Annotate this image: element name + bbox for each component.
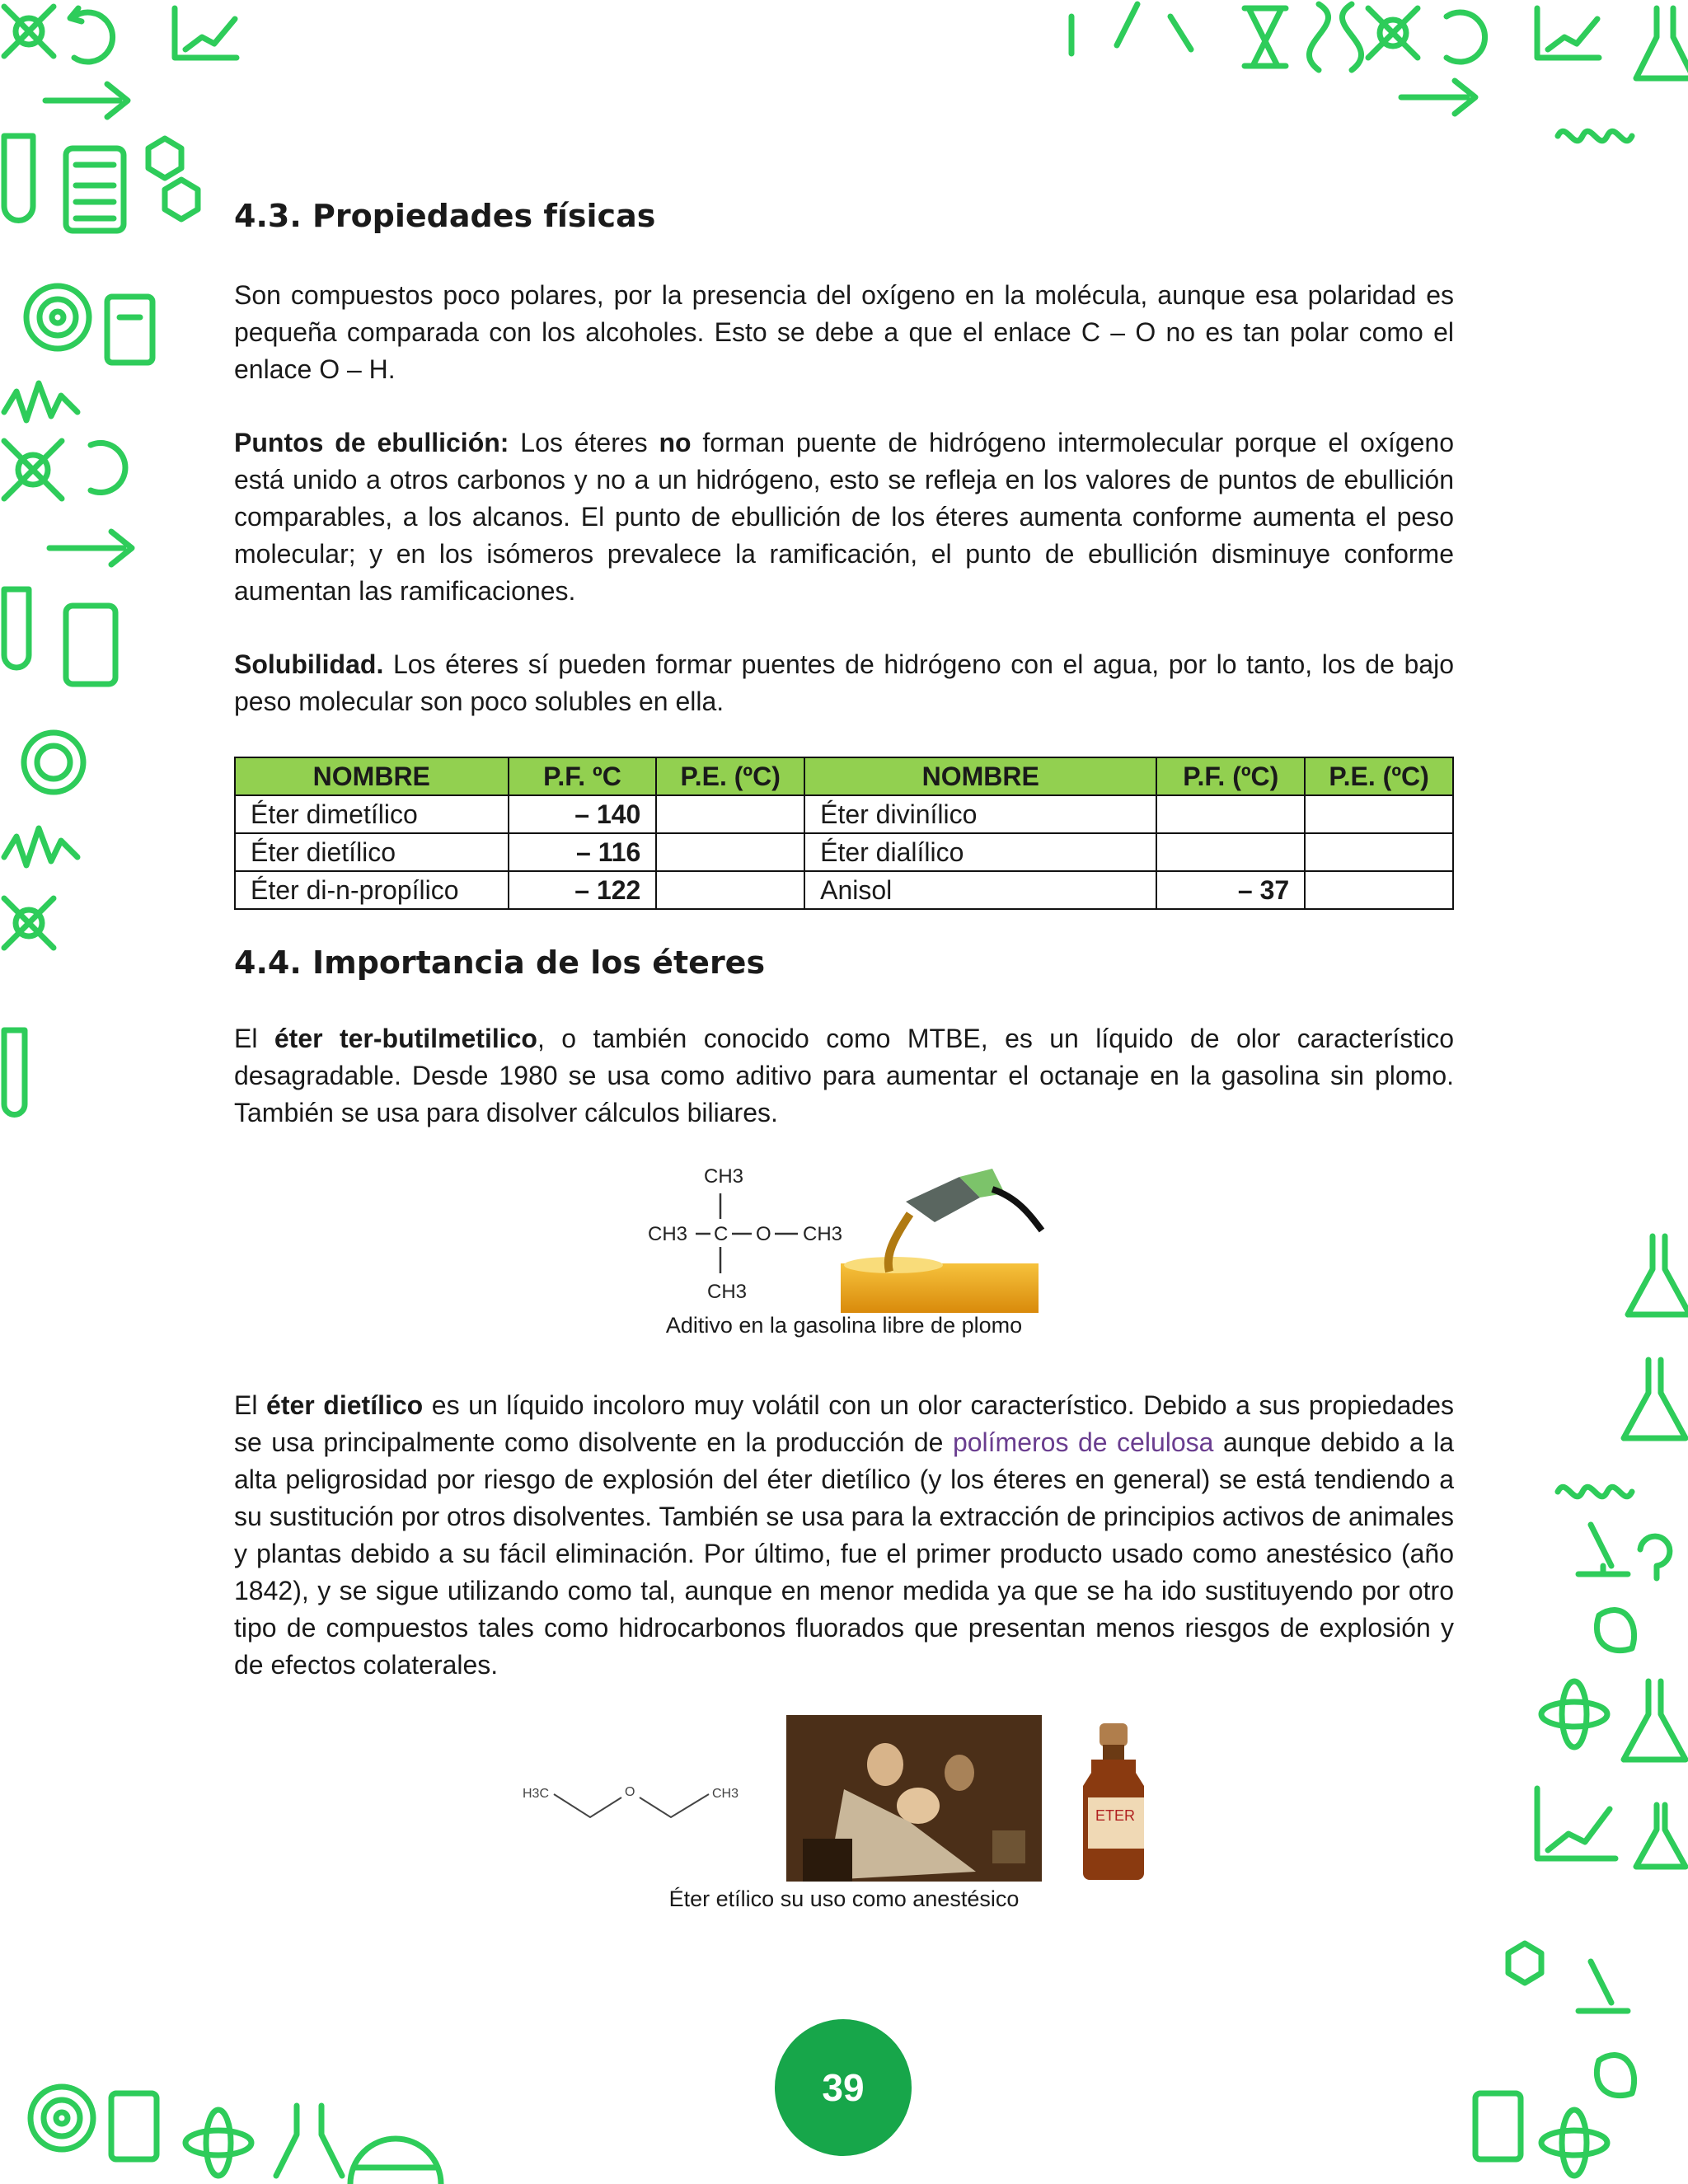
arrow-doodle-icon-3 [1401, 81, 1475, 114]
atom-doodle-icon [4, 7, 54, 56]
page-number-badge [775, 2019, 912, 2156]
ch3-top-label: CH3 [704, 1165, 744, 1188]
table-cell [1305, 871, 1453, 909]
test-tube-doodle-icon-3 [4, 1030, 25, 1114]
chart-doodle-icon-2 [1537, 8, 1599, 58]
figure2-caption: Éter etílico su uso como anestésico [668, 1886, 1020, 1911]
flask-doodle-icon-5 [1636, 1805, 1686, 1867]
calculator-doodle-icon-2 [66, 606, 115, 684]
question-doodle-icon [1640, 1536, 1670, 1578]
table-cell: Anisol [804, 871, 1156, 909]
mtbe-structure-diagram [234, 1165, 1454, 1313]
table-cell [656, 795, 804, 833]
atom-doodle-icon-2 [4, 441, 62, 499]
boiling-points-label: Puntos de ebullición: [234, 428, 509, 457]
header-name-1: NOMBRE [235, 757, 509, 795]
table-cell: Éter dietílico [235, 833, 509, 871]
scribble-doodle-icon [1558, 131, 1632, 141]
flask-doodle-icon-2 [1628, 1236, 1688, 1315]
recycle-doodle-icon [70, 8, 113, 62]
ch3-bottom-label: CH3 [707, 1281, 748, 1303]
intro-paragraph: Son compuestos poco polares, por la presencia del oxígeno en la molécula, aunque esa polaridad es pequeña comparada con los alcoholes. Esto se debe a que el enlace C – O no es tan polar como el enlace O – H. [234, 280, 1454, 384]
diethyl-structure-diagram [523, 1785, 738, 1817]
header-bp-2: P.E. (ºC) [1305, 757, 1453, 795]
globe-doodle-icon [350, 2139, 441, 2184]
arrow-doodle-icon-2 [49, 532, 132, 565]
chart-doodle-icon-3 [1537, 1788, 1615, 1858]
table-cell [1156, 795, 1305, 833]
bottle-label-text: ETER [1095, 1807, 1136, 1824]
mtbe-figure [234, 1165, 1454, 1346]
arrow-doodle-icon [45, 84, 128, 117]
page-number: 39 [822, 2066, 865, 2109]
recycle-doodle-icon-2 [91, 443, 125, 493]
header-mp-2: P.F. (ºC) [1156, 757, 1305, 795]
leaf-doodle-icon-2 [1597, 2055, 1634, 2096]
hexagon-doodle-icon [148, 138, 198, 219]
target-doodle-icon [26, 286, 89, 349]
bond-lines [696, 1193, 798, 1273]
flask-doodle-icon-6 [276, 2106, 342, 2176]
ch3-left-label: CH3 [648, 1223, 688, 1245]
chart-doodle-icon [175, 8, 237, 58]
table-cell: Éter dimetílico [235, 795, 509, 833]
table-cell: – 140 [509, 795, 657, 833]
table-cell [1156, 833, 1305, 871]
anesthesia-painting-image [786, 1715, 1042, 1882]
section-title-physical-properties: 4.3. Propiedades físicas [234, 198, 656, 234]
header-name-2: NOMBRE [804, 757, 1156, 795]
wave-doodle-icon-2 [4, 828, 77, 865]
diethyl-ether-illustrations [234, 1715, 1454, 1888]
table-cell: Éter divinílico [804, 795, 1156, 833]
flask-doodle-icon-4 [1624, 1681, 1686, 1760]
atom-doodle-icon-6 [1541, 2110, 1607, 2176]
ch3-right-label: CH3 [803, 1223, 843, 1245]
header-bp-1: P.E. (ºC) [656, 757, 804, 795]
ruler-doodle-icon [1071, 4, 1191, 54]
page-content [234, 190, 1454, 1913]
cellulose-polymers-link[interactable]: polímeros de celulosa [952, 1427, 1214, 1457]
table-cell [1305, 833, 1453, 871]
target-doodle-icon-3 [30, 2087, 93, 2149]
diethyl-bold-name: éter dietílico [266, 1390, 424, 1420]
atom-doodle-icon-5 [1541, 1681, 1607, 1747]
atom-doodle-icon-7 [185, 2110, 251, 2176]
leaf-doodle-icon [1597, 1610, 1634, 1651]
mtbe-text-rest: , o también conocido como MTBE, es un líquido de olor característico desagradable. Desde 1980 se usa como aditivo para aumentar el octanaje en la gasolina sin plomo. También se usa para disolver cálculos biliares. [234, 1024, 1455, 1127]
diethyl-ether-figure [234, 1715, 1454, 1913]
hourglass-doodle-icon [1245, 8, 1286, 66]
table-cell: – 116 [509, 833, 657, 871]
mtbe-text-pre: El [234, 1024, 274, 1053]
dna-doodle-icon [1309, 4, 1361, 70]
boiling-text-pre: Los éteres [509, 428, 659, 457]
ether-oxygen-label: O [625, 1785, 635, 1799]
microscope-doodle-icon [1578, 1525, 1628, 1574]
hexagon-doodle-icon-2 [1508, 1943, 1541, 1983]
flask-doodle-icon [1636, 8, 1688, 78]
atom-doodle-icon-3 [4, 898, 54, 948]
mtbe-paragraph [234, 1020, 1454, 1132]
scribble-doodle-icon-2 [1558, 1487, 1632, 1497]
solubility-text: Los éteres sí pueden formar puentes de hidrógeno con el agua, por lo tanto, los de bajo peso molecular son poco solubles en ella. [234, 649, 1454, 716]
target-doodle-icon-2 [24, 733, 83, 792]
diethyl-text-pre: El [234, 1390, 267, 1420]
boiling-no-emphasis: no [659, 428, 692, 457]
table-cell: Éter dialílico [804, 833, 1156, 871]
mtbe-bold-name: éter ter-butilmetilico [274, 1024, 537, 1053]
diethyl-ether-paragraph [234, 1387, 1454, 1684]
table-cell: – 37 [1156, 871, 1305, 909]
diethyl-text-part2: aunque debido a la alta peligrosidad por riesgo de explosión del éter dietílico (y los éteres en general) se está tendiendo a su sustitución por otros disolventes. También se usa para la extracción de principios activos de animales y plantas debido a su fácil eliminación. Por último, fue el primer producto usado como anestésico (año 1842), y se sigue utilizando como tal, aunque en menor medida ya que se ha ido sustituyendo por otro tipo de compuestos tales como hidrocarbonos fluorados que presentan menos riesgos de explosión y de efectos colaterales. [234, 1427, 1455, 1680]
figure1-caption: Aditivo en la gasolina libre de plomo [665, 1313, 1023, 1338]
table-cell [1305, 795, 1453, 833]
table-cell [656, 833, 804, 871]
solubility-label: Solubilidad. [234, 649, 384, 679]
solubility-paragraph [234, 646, 1454, 720]
calculator-doodle-icon [66, 148, 124, 231]
flask-doodle-icon-3 [1624, 1360, 1686, 1438]
ch3-label: CH3 [712, 1787, 739, 1801]
table-row [235, 833, 1453, 871]
book-doodle-icon-3 [111, 2093, 157, 2159]
table-row [235, 871, 1453, 909]
table-cell: – 122 [509, 871, 657, 909]
ether-bottle-image [1083, 1723, 1144, 1880]
oxygen-label: O [756, 1223, 771, 1245]
h3c-label: H3C [523, 1787, 550, 1801]
header-mp-1: P.F. ºC [509, 757, 657, 795]
ether-properties-table [234, 757, 1454, 910]
table-header-row [235, 757, 1453, 795]
book-doodle-icon-2 [1475, 2093, 1521, 2159]
section-title-importance: 4.4. Importancia de los éteres [234, 944, 766, 981]
boiling-text-rest: forman puente de hidrógeno intermolecular porque el oxígeno está unido a otros carbonos y no a un hidrógeno, esto se refleja en los valores de puntos de ebullición comparables, a los alcanos. El punto de ebullición de los éteres aumenta conforme aumenta el peso molecular; y en los isómeros prevalece la ramificación, el punto de ebullición disminuye conforme aumentan las ramificaciones. [234, 428, 1455, 606]
microscope-doodle-icon-2 [1578, 1961, 1628, 2011]
atom-doodle-icon-4 [1368, 8, 1418, 58]
diethyl-text-part1: es un líquido incoloro muy volátil con un olor característico. Debido a sus propiedades se usa principalmente como disolvente en la producción de [234, 1390, 1455, 1457]
test-tube-doodle-icon [4, 136, 33, 221]
carbon-label: C [714, 1223, 729, 1245]
recycle-doodle-icon-3 [1447, 12, 1485, 62]
wave-doodle-icon [4, 383, 77, 420]
fuel-nozzle-image [841, 1169, 1042, 1313]
book-doodle-icon [107, 297, 152, 363]
test-tube-doodle-icon-2 [4, 589, 29, 668]
table-row [235, 795, 1453, 833]
table-cell: Éter di-n-propílico [235, 871, 509, 909]
boiling-points-paragraph [234, 424, 1454, 610]
table-cell [656, 871, 804, 909]
